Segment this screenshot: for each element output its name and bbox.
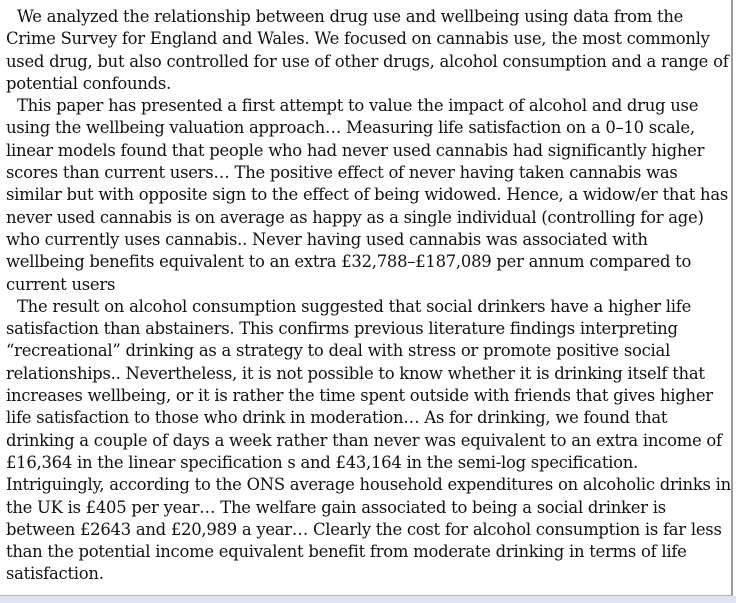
window-bottom-edge [0,596,736,603]
paragraph-alcohol-consumption: The result on alcohol consumption suggested that social drinkers have a higher life satisfaction than abstainers. This confirms previous literature findings interpreting “recreational” drinking as a strategy to deal with stress or promote positive social relationships.. Nevertheless, it is not possible to know whether it is drinking itself that increases wellbeing, or it is rather the time spent outside with friends that gives higher life satisfaction to those who drink in moderation… As for drinking, we found that drinking a couple of days a week rather than never was equivalent to an extra income of £16,364 in the linear specification s and £43,164 in the semi-log specification. Intriguingly, according to the ONS average household expenditures on alcoholic drinks in the UK is £405 per year… The welfare gain associated to being a social drinker is between £2643 and £20,989 a year… Clearly the cost for alcohol consumption is far less than the potential income equivalent benefit from moderate drinking in terms of life satisfaction. [6,296,731,584]
paragraph-cannabis-valuation: This paper has presented a first attempt to value the impact of alcohol and drug use using the wellbeing valuation approach… Measuring life satisfaction on a 0–10 scale, linear models found that people who had never used cannabis had significantly higher scores than current users… The positive effect of never having taken cannabis was similar but with opposite sign to the effect of being widowed. Hence, a widow/er that has never used cannabis is on average as happy as a single individual (controlling for age) who currently uses cannabis.. Never having used cannabis was associated with wellbeing benefits equivalent to an extra £32,788–£187,089 per annum compared to current users [6,96,729,294]
paragraph-drug-use-analysis: We analyzed the relationship between drug use and wellbeing using data from the Crime Survey for England and Wales. We focused on cannabis use, the most commonly used drug, but also controlled for use of other drugs, alcohol consumption and a range of potential confounds. [6,7,729,93]
